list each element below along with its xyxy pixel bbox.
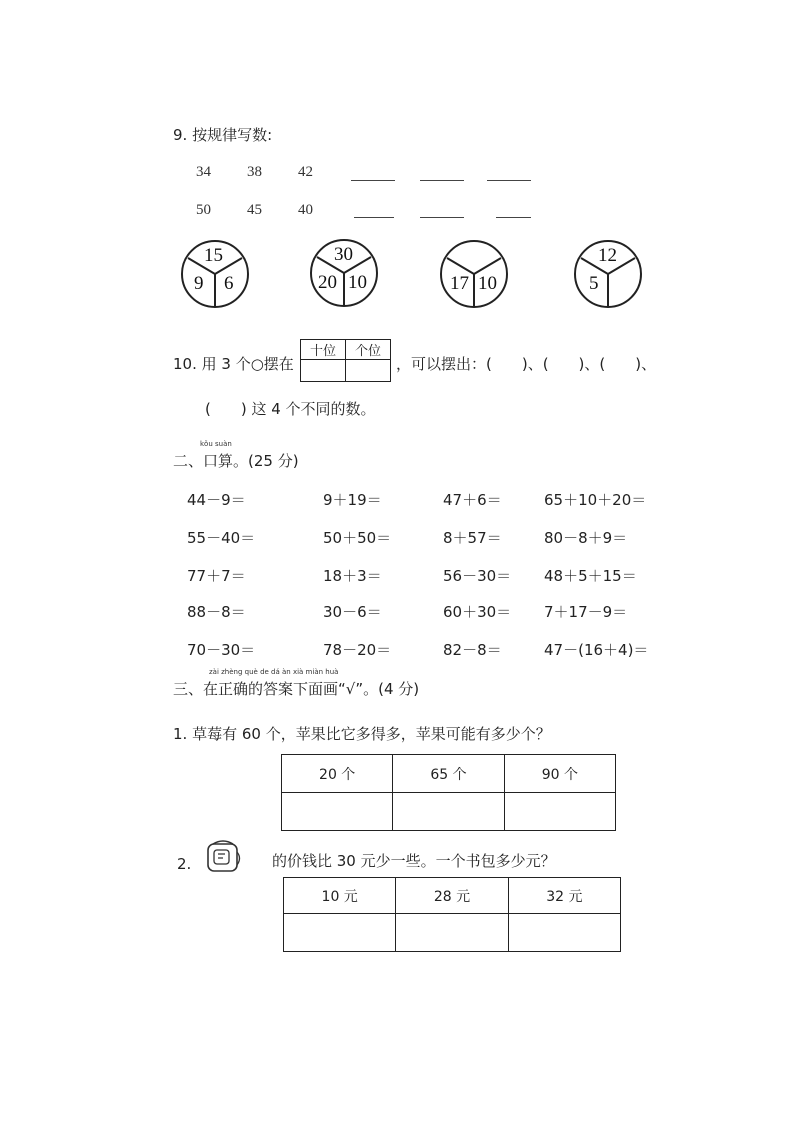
option-cell: 20 个 xyxy=(282,755,393,793)
answer-blank[interactable] xyxy=(496,217,531,218)
number-circle-1 xyxy=(181,240,249,308)
check-cell[interactable] xyxy=(393,793,504,831)
circle-left-number: 17 xyxy=(450,273,469,294)
math-problem: 82－8＝ xyxy=(443,641,502,659)
circle-top-number: 12 xyxy=(598,245,617,266)
tens-header: 十位 xyxy=(301,340,346,360)
section-3-title: 三、在正确的答案下面画“√”。(4 分) xyxy=(173,680,420,698)
section-2-pinyin: kǒu suàn xyxy=(200,440,232,448)
math-problem: 65＋10＋20＝ xyxy=(544,491,647,509)
math-problem: 18＋3＝ xyxy=(323,567,382,585)
circle-left-number: 5 xyxy=(589,273,599,294)
option-cell: 90 个 xyxy=(504,755,615,793)
math-problem: 30－6＝ xyxy=(323,603,382,621)
sequence-number: 42 xyxy=(298,164,313,180)
math-problem: 48＋5＋15＝ xyxy=(544,567,637,585)
math-problem: 50＋50＝ xyxy=(323,529,392,547)
check-cell[interactable] xyxy=(508,914,620,952)
math-problem: 77＋7＝ xyxy=(187,567,246,585)
math-problem: 60＋30＝ xyxy=(443,603,512,621)
sequence-number: 38 xyxy=(247,164,262,180)
question-9-title: 9. 按规律写数: xyxy=(173,126,273,144)
math-problem: 8＋57＝ xyxy=(443,529,502,547)
section-2-title: 二、口算。(25 分) xyxy=(173,452,299,470)
check-cell[interactable] xyxy=(284,914,396,952)
check-cell[interactable] xyxy=(282,793,393,831)
circle-right-number: 10 xyxy=(478,273,497,294)
answer-blank[interactable] xyxy=(354,217,394,218)
circle-left-number: 20 xyxy=(318,272,337,293)
option-cell: 65 个 xyxy=(393,755,504,793)
section-3-question-2: 的价钱比 30 元少一些。一个书包多少元？ xyxy=(272,852,556,870)
answer-blank[interactable] xyxy=(351,180,395,181)
circle-right-number: 10 xyxy=(348,272,367,293)
option-cell: 10 元 xyxy=(284,878,396,914)
ones-cell[interactable] xyxy=(346,360,391,382)
question-1-answer-table xyxy=(281,754,616,831)
question-2-number: 2. xyxy=(177,855,192,873)
question-10-line-2: ( ) 这 4 个不同的数。 xyxy=(205,400,376,418)
answer-blank[interactable] xyxy=(487,180,531,181)
math-problem: 56－30＝ xyxy=(443,567,512,585)
circle-top-number: 30 xyxy=(334,244,353,265)
math-problem: 88－8＝ xyxy=(187,603,246,621)
number-circle-2 xyxy=(310,239,378,307)
number-circle-3 xyxy=(440,240,508,308)
math-problem: 47＋6＝ xyxy=(443,491,502,509)
option-cell: 28 元 xyxy=(396,878,508,914)
question-10-suffix: ，可以摆出：( )、( )、( )、 xyxy=(396,355,657,373)
section-3-question-1: 1. 草莓有 60 个，苹果比它多得多，苹果可能有多少个？ xyxy=(173,725,551,743)
question-10-prefix: 10. 用 3 个○摆在 xyxy=(173,355,294,373)
place-value-table xyxy=(300,339,391,382)
math-problem: 78－20＝ xyxy=(323,641,392,659)
question-2-answer-table xyxy=(283,877,621,952)
math-problem: 70－30＝ xyxy=(187,641,256,659)
circle-top-number: 15 xyxy=(204,245,223,266)
ones-header: 个位 xyxy=(346,340,391,360)
math-problem: 80－8＋9＝ xyxy=(544,529,628,547)
math-problem: 9＋19＝ xyxy=(323,491,382,509)
option-cell: 32 元 xyxy=(508,878,620,914)
tens-cell[interactable] xyxy=(301,360,346,382)
answer-blank[interactable] xyxy=(420,180,464,181)
number-circle-4 xyxy=(574,240,642,308)
sequence-number: 40 xyxy=(298,202,313,218)
check-cell[interactable] xyxy=(396,914,508,952)
math-problem: 47－(16＋4)＝ xyxy=(544,641,649,659)
answer-blank[interactable] xyxy=(420,217,464,218)
check-cell[interactable] xyxy=(504,793,615,831)
sequence-number: 34 xyxy=(196,164,211,180)
circle-right-number: 6 xyxy=(224,273,234,294)
schoolbag-icon xyxy=(203,838,243,878)
section-3-pinyin: zài zhèng què de dá àn xià miàn huà xyxy=(209,668,339,676)
math-problem: 44－9＝ xyxy=(187,491,246,509)
sequence-number: 50 xyxy=(196,202,211,218)
math-problem: 55－40＝ xyxy=(187,529,256,547)
math-problem: 7＋17－9＝ xyxy=(544,603,628,621)
circle-left-number: 9 xyxy=(194,273,204,294)
sequence-number: 45 xyxy=(247,202,262,218)
